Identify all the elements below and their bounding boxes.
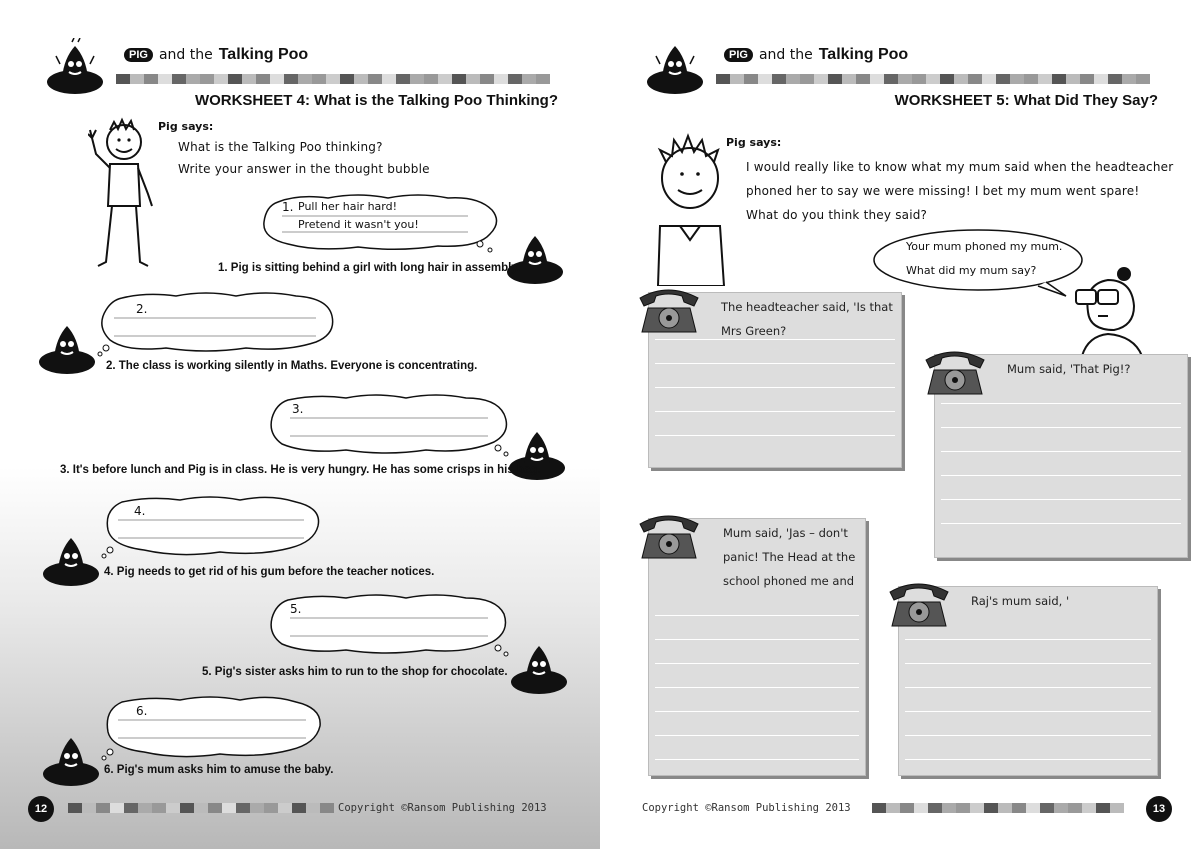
stripe-segment — [354, 74, 368, 84]
stripe-segment — [1040, 803, 1054, 813]
instruction-line-2: Write your answer in the thought bubble — [178, 162, 430, 176]
stripe-segment — [898, 74, 912, 84]
stripe-segment — [82, 803, 96, 813]
stripe-segment — [298, 74, 312, 84]
stripe-segment — [284, 74, 298, 84]
bubble-3-number: 3. — [292, 402, 304, 416]
stripe-segment — [200, 74, 214, 84]
stripe-segment — [1136, 74, 1150, 84]
series-middle: and the — [758, 47, 813, 63]
stripe-segment — [730, 74, 744, 84]
series-badge: PIG — [124, 48, 153, 62]
instruction-line-1: What is the Talking Poo thinking? — [178, 140, 383, 154]
series-badge: PIG — [724, 48, 753, 62]
stripe-segment — [1066, 74, 1080, 84]
series-logo — [724, 46, 908, 64]
stripe-segment — [222, 803, 236, 813]
talking-poo-icon — [40, 730, 102, 788]
stripe-segment — [144, 74, 158, 84]
bubble-5-number: 5. — [290, 602, 302, 616]
speech-bubble — [870, 228, 1092, 298]
stripe-segment — [214, 74, 228, 84]
stripe-segment — [382, 74, 396, 84]
stripe-segment — [186, 74, 200, 84]
stripe-segment — [306, 803, 320, 813]
stripe-segment — [508, 74, 522, 84]
telephone-icon — [922, 346, 988, 398]
stripe-segment — [1094, 74, 1108, 84]
stripe-segment — [292, 803, 306, 813]
stripe-segment — [996, 74, 1010, 84]
bubble-6-number: 6. — [136, 704, 148, 718]
stripe-segment — [228, 74, 242, 84]
talking-poo-logo-icon — [44, 38, 106, 96]
pig-character-illustration — [88, 114, 158, 270]
series-logo — [124, 46, 308, 64]
caption-5: 5. Pig's sister asks him to run to the shop for chocolate. — [202, 666, 508, 678]
stripe-segment — [1010, 74, 1024, 84]
caption-3: 3. It's before lunch and Pig is in class. He is very hungry. He has some crisps in his bag. — [60, 464, 541, 476]
stripe-segment — [1122, 74, 1136, 84]
copyright: Copyright ©Ransom Publishing 2013 — [642, 802, 851, 814]
talking-poo-icon — [504, 228, 566, 286]
stripe-segment — [758, 74, 772, 84]
caption-1: 1. Pig is sitting behind a girl with long hair in assembly. — [218, 262, 521, 274]
stripe-segment — [494, 74, 508, 84]
stripe-segment — [68, 803, 82, 813]
stripe-segment — [138, 803, 152, 813]
stripe-segment — [940, 74, 954, 84]
stripe-segment — [116, 74, 130, 84]
stripe-segment — [424, 74, 438, 84]
stripe-segment — [912, 74, 926, 84]
stripe-segment — [340, 74, 354, 84]
caption-2: 2. The class is working silently in Maths. Everyone is concentrating. — [106, 360, 478, 372]
stripe-segment — [326, 74, 340, 84]
stripe-segment — [264, 803, 278, 813]
series-name: Talking Poo — [218, 46, 309, 63]
talking-poo-icon — [40, 530, 102, 588]
pig-text-line-2: phoned her to say we were missing! I bet my mum went spare! — [746, 184, 1140, 198]
box-3-text-line-1: Mum said, 'Jas – don't — [723, 526, 848, 540]
talking-poo-logo-icon — [644, 38, 706, 96]
stripe-segment — [1012, 803, 1026, 813]
footer-stripe — [68, 803, 334, 813]
stripe-segment — [842, 74, 856, 84]
stripe-segment — [786, 74, 800, 84]
right-page — [600, 0, 1200, 849]
stripe-segment — [130, 74, 144, 84]
stripe-segment — [96, 803, 110, 813]
stripe-segment — [1108, 74, 1122, 84]
stripe-segment — [480, 74, 494, 84]
box-1-text-line-2: Mrs Green? — [721, 324, 787, 338]
worksheet-title: WORKSHEET 5: What Did They Say? — [894, 92, 1158, 109]
stripe-segment — [1082, 803, 1096, 813]
speech-line-1: Your mum phoned my mum. — [906, 240, 1063, 253]
stripe-segment — [954, 74, 968, 84]
thought-bubble-6 — [100, 694, 324, 762]
stripe-segment — [180, 803, 194, 813]
stripe-segment — [1054, 803, 1068, 813]
stripe-segment — [172, 74, 186, 84]
box-4-text-line-1: Raj's mum said, ' — [971, 594, 1070, 608]
pig-text-line-1: I would really like to know what my mum said when the headteacher — [746, 160, 1174, 174]
stripe-segment — [278, 803, 292, 813]
pig-character-illustration — [652, 130, 732, 286]
stripe-segment — [900, 803, 914, 813]
telephone-icon — [886, 578, 952, 630]
stripe-segment — [970, 803, 984, 813]
footer-stripe — [872, 803, 1124, 813]
stripe-segment — [236, 803, 250, 813]
stripe-segment — [928, 803, 942, 813]
stripe-segment — [270, 74, 284, 84]
stripe-segment — [926, 74, 940, 84]
header-stripe — [716, 74, 1150, 84]
pig-text-line-3: What do you think they said? — [746, 208, 928, 222]
stripe-segment — [998, 803, 1012, 813]
stripe-segment — [814, 74, 828, 84]
stripe-segment — [242, 74, 256, 84]
stripe-segment — [368, 74, 382, 84]
talking-poo-icon — [508, 638, 570, 696]
telephone-icon — [636, 510, 702, 562]
thought-bubble-2 — [96, 290, 336, 358]
worksheet-title: WORKSHEET 4: What is the Talking Poo Thinking? — [194, 92, 558, 109]
bubble-4-number: 4. — [134, 504, 146, 518]
stripe-segment — [982, 74, 996, 84]
stripe-segment — [1052, 74, 1066, 84]
stripe-segment — [1110, 803, 1124, 813]
series-name: Talking Poo — [818, 46, 909, 63]
stripe-segment — [984, 803, 998, 813]
copyright: Copyright ©Ransom Publishing 2013 — [338, 802, 547, 814]
stripe-segment — [772, 74, 786, 84]
stripe-segment — [410, 74, 424, 84]
stripe-segment — [1024, 74, 1038, 84]
pig-says-label: Pig says: — [726, 136, 782, 149]
caption-4: 4. Pig needs to get rid of his gum before the teacher notices. — [104, 566, 435, 578]
stripe-segment — [152, 803, 166, 813]
example-answer-line-2: Pretend it wasn't you! — [298, 218, 419, 231]
talking-poo-icon — [36, 318, 98, 376]
stripe-segment — [312, 74, 326, 84]
stripe-segment — [828, 74, 842, 84]
stripe-segment — [942, 803, 956, 813]
stripe-segment — [968, 74, 982, 84]
stripe-segment — [886, 803, 900, 813]
stripe-segment — [124, 803, 138, 813]
stripe-segment — [1080, 74, 1094, 84]
box-3-text-line-2: panic! The Head at the — [723, 550, 856, 564]
stripe-segment — [256, 74, 270, 84]
stripe-segment — [956, 803, 970, 813]
stripe-segment — [856, 74, 870, 84]
box-2-text-line-1: Mum said, 'That Pig!? — [1007, 362, 1131, 376]
stripe-segment — [800, 74, 814, 84]
thought-bubble-5 — [266, 592, 510, 658]
stripe-segment — [1068, 803, 1082, 813]
stripe-segment — [320, 803, 334, 813]
page-number: 13 — [1146, 796, 1172, 822]
bubble-2-number: 2. — [136, 302, 148, 316]
woman-character-illustration — [1068, 266, 1148, 356]
stripe-segment — [194, 803, 208, 813]
telephone-icon — [636, 284, 702, 336]
stripe-segment — [522, 74, 536, 84]
stripe-segment — [716, 74, 730, 84]
stripe-segment — [208, 803, 222, 813]
stripe-segment — [1038, 74, 1052, 84]
stripe-segment — [452, 74, 466, 84]
stripe-segment — [872, 803, 886, 813]
page-number: 12 — [28, 796, 54, 822]
stripe-segment — [914, 803, 928, 813]
stripe-segment — [1026, 803, 1040, 813]
stripe-segment — [744, 74, 758, 84]
stripe-segment — [110, 803, 124, 813]
caption-6: 6. Pig's mum asks him to amuse the baby. — [104, 764, 334, 776]
stripe-segment — [396, 74, 410, 84]
bubble-1-number: 1. — [282, 200, 294, 214]
example-answer-line-1: Pull her hair hard! — [298, 200, 397, 213]
stripe-segment — [166, 803, 180, 813]
speech-line-2: What did my mum say? — [906, 264, 1037, 277]
stripe-segment — [870, 74, 884, 84]
stripe-segment — [466, 74, 480, 84]
stripe-segment — [250, 803, 264, 813]
stripe-segment — [536, 74, 550, 84]
stripe-segment — [884, 74, 898, 84]
box-1-text-line-1: The headteacher said, 'Is that — [721, 300, 893, 314]
stripe-segment — [1096, 803, 1110, 813]
stripe-segment — [158, 74, 172, 84]
stripe-segment — [438, 74, 452, 84]
header-stripe — [116, 74, 550, 84]
box-3-text-line-3: school phoned me and — [723, 574, 855, 588]
series-middle: and the — [158, 47, 213, 63]
pig-says-label: Pig says: — [158, 120, 214, 133]
